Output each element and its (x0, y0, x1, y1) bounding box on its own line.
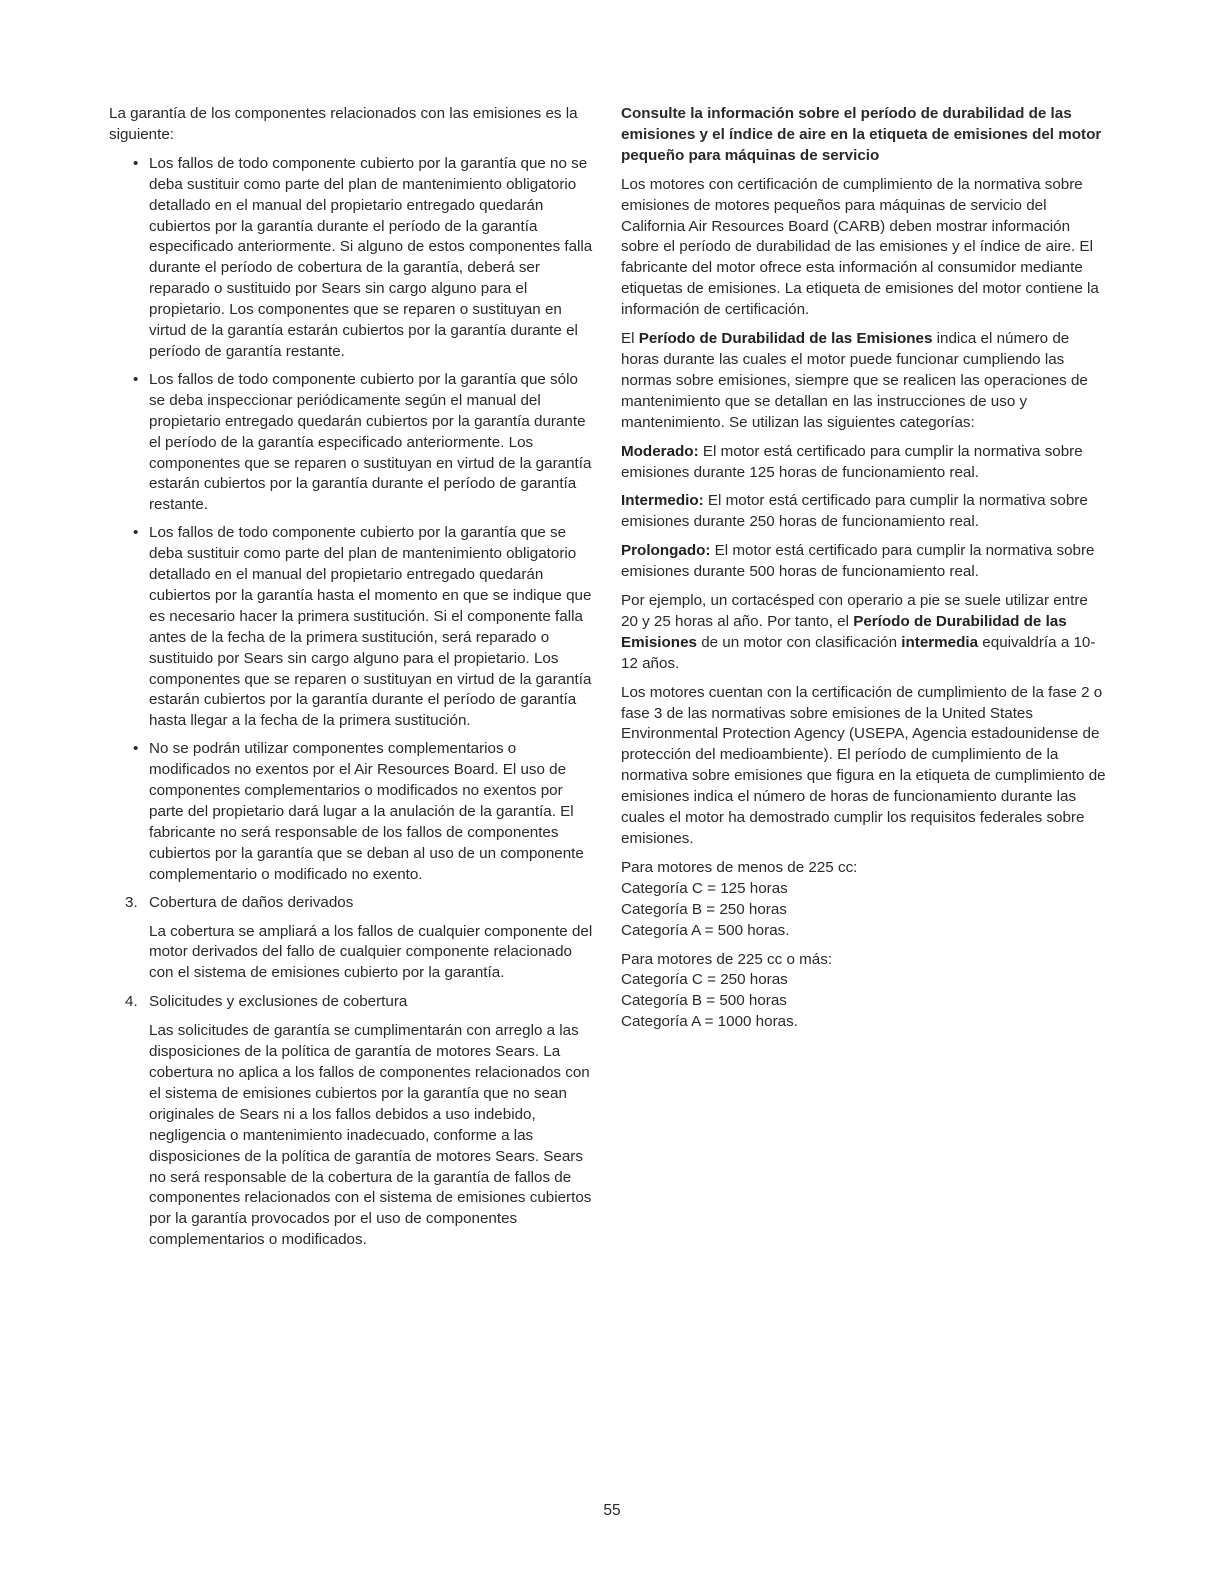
page-number: 55 (603, 1502, 621, 1519)
category-line: Categoría C = 250 horas (621, 971, 788, 989)
durability-paragraph: El Período de Durabilidad de las Emisiones indica el número de horas durante las cuales el motor puede funcionar cumpliendo las normas sobre emisiones, siempre que se realicen las operaciones de mantenimiento que se detallan en las instrucciones de uso y mantenimiento. Se utilizan las siguientes categorías: (621, 330, 1088, 431)
bullet-dot-icon: • (133, 370, 139, 388)
bullet-dot-icon: • (133, 524, 139, 542)
example-paragraph: Por ejemplo, un cortacésped con operario a pie se suele utilizar entre 20 y 25 horas al año. Por tanto, el Período de Durabilidad de las Emisiones de un motor con clasificación intermedia equivaldría a 10-12 años. (621, 592, 1096, 672)
category-line: Categoría A = 500 horas. (621, 921, 790, 939)
section-3-text: La cobertura se ampliará a los fallos de cualquier componente del motor derivados del fallo de cualquier componente relacionado con el sistema de emisiones cubierto por la garantía. (149, 922, 593, 982)
category-line: Categoría C = 125 horas (621, 879, 788, 897)
bullet-dot-icon: • (133, 740, 139, 758)
category-line: Categoría B = 500 horas (621, 992, 787, 1010)
right-column (621, 104, 1106, 1041)
category-intermedio: Intermedio: El motor está certificado para cumplir la normativa sobre emisiones durante 250 horas de funcionamiento real. (621, 492, 1088, 531)
category-moderado: Moderado: El motor está certificado para cumplir la normativa sobre emisiones durante 125 horas de funcionamiento real. (621, 442, 1083, 481)
category-prolongado: Prolongado: El motor está certificado para cumplir la normativa sobre emisiones durante 500 horas de funcionamiento real. (621, 542, 1095, 581)
bullet-dot-icon: • (133, 154, 139, 172)
category-group-large-engines: Para motores de 225 cc o más: Categoría C = 250 horas Categoría B = 500 horas Categoría A = 1000 horas. (621, 950, 1106, 1034)
bullet-item: • Los fallos de todo componente cubierto por la garantía que sólo se deba inspeccionar periódicamente según el manual del propietario entregado quedarán cubiertos por la garantía durante el período de la garantía especificado anteriormente. Los componentes que se reparen o sustituyan en virtud de la garantía estarán cubiertos por la garantía durante el período de garantía restante. (133, 370, 592, 514)
warranty-bullet-list (109, 154, 594, 886)
section-3-title: 3. Cobertura de daños derivados (125, 893, 354, 911)
section-heading: Consulte la información sobre el período de durabilidad de las emisiones y el índice de aire en la etiqueta de emisiones del motor pequeño para máquinas de servicio (621, 105, 1102, 164)
carb-paragraph: Los motores con certificación de cumplimiento de la normativa sobre emisiones de motores pequeños para máquinas de servicio del California Air Resources Board (CARB) deben mostrar información sobre el período de durabilidad de las emisiones y el índice de aire. El fabricante del motor ofrece esta información al consumidor mediante etiquetas de emisiones. La etiqueta de emisiones del motor contiene la información de certificación. (621, 175, 1099, 319)
bullet-item: • Los fallos de todo componente cubierto por la garantía que no se deba sustituir como parte del plan de mantenimiento obligatorio detallado en el manual del propietario entregado quedarán cubiertos por la garantía durante el período de la garantía especificado anteriormente. Si alguno de estos componentes falla durante el período de cobertura de la garantía, deberá ser reparado o sustituido por Sears sin cargo alguno para el propietario. Los componentes que se reparen o sustituyan en virtud de la garantía estarán cubiertos por la garantía durante el período de garantía restante. (133, 154, 593, 360)
left-column (109, 104, 594, 1259)
category-line: Categoría B = 250 horas (621, 900, 787, 918)
category-group-small-engines: Para motores de menos de 225 cc: Categoría C = 125 horas Categoría B = 250 horas Categoría A = 500 horas. (621, 858, 1106, 942)
section-4-text: Las solicitudes de garantía se cumplimentarán con arreglo a las disposiciones de la política de garantía de motores Sears. La cobertura no aplica a los fallos de componentes relacionados con el sistema de emisiones cubiertos por la garantía que no sean originales de Sears ni a los fallos debidos a uso indebido, negligencia o mantenimiento inadecuado, conforme a las disposiciones de la política de garantía de motores Sears. Sears no será responsable de la cobertura de la garantía de fallos de componentes relacionados con el sistema de emisiones cubiertos por la garantía provocados por el uso de componentes complementarios o modificados. (149, 1022, 592, 1249)
bullet-item: • Los fallos de todo componente cubierto por la garantía que se deba sustituir como parte del plan de mantenimiento obligatorio detallado en el manual del propietario entregado quedarán cubiertos por la garantía hasta el momento en que se indique que es necesario hacer la primera sustitución. Si el componente falla antes de la fecha de la primera sustitución, será reparado o sustituido por Sears sin cargo alguno para el propietario. Los componentes que se reparen o sustituyan en virtud de la garantía estarán cubiertos por la garantía durante el período de garantía hasta llegar a la fecha de la primera sustitución. (133, 524, 592, 730)
usepa-paragraph: Los motores cuentan con la certificación de cumplimiento de la fase 2 o fase 3 de las normativas sobre emisiones de la United States Environmental Protection Agency (USEPA, Agencia estadounidense de protección del medioambiente). El período de cumplimiento de la normativa sobre emisiones que figura en la etiqueta de cumplimiento de emisiones indica el número de horas de funcionamiento durante las cuales el motor ha demostrado cumplir los requisitos federales sobre emisiones. (621, 683, 1106, 847)
intro-paragraph: La garantía de los componentes relacionados con las emisiones es la siguiente: (109, 105, 578, 143)
bullet-item: • No se podrán utilizar componentes complementarios o modificados no exentos por el Air Resources Board. El uso de componentes complementarios o modificados no exentos por parte del propietario dará lugar a la anulación de la garantía. El fabricante no será responsable de los fallos de componentes cubiertos por la garantía que se deban al uso de un componente complementario o modificado no exento. (133, 740, 584, 883)
category-line: Categoría A = 1000 horas. (621, 1013, 798, 1031)
section-4-title: 4. Solicitudes y exclusiones de cobertura (125, 993, 408, 1011)
